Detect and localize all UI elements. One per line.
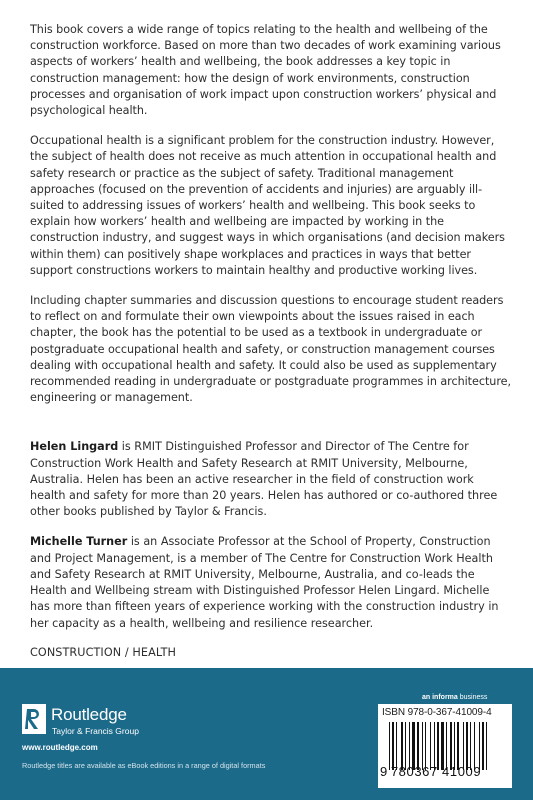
author-bio-text: is RMIT Distinguished Professor and Director of The Centre for Construction Work Health and Safety Research at RMIT University, Melbourne, Australia. Helen has been an active researcher in the field of construction work health and safety for more than 20 years. Helen has authored or co-authored three other books published by Taylor & Francis. (30, 440, 498, 519)
barcode-stripe (463, 722, 464, 770)
publisher-url: www.routledge.com (22, 743, 98, 752)
ebook-note: Routledge titles are available as eBook editions in a range of digital formats (22, 761, 266, 770)
author-bio-helen (30, 439, 512, 520)
barcode-stripe (466, 722, 468, 770)
barcode-stripe (401, 722, 403, 770)
barcode-stripe (486, 722, 487, 770)
isbn-label: ISBN 978-0-367-41009-4 (382, 707, 492, 718)
barcode-bars (389, 722, 507, 770)
barcode-stripe (474, 722, 475, 770)
barcode-digits (380, 764, 508, 779)
barcode-lead-digit: 9 (380, 764, 388, 779)
subject-category: CONSTRUCTION / HEALTH (30, 645, 177, 659)
publisher-group: Taylor & Francis Group (52, 726, 139, 736)
cover-footer (0, 668, 533, 800)
barcode-stripe (454, 722, 455, 770)
blurb-paragraph-2: Occupational health is a significant problem for the construction industry. However, the subject of health does not receive as much attention in occupational health and safety research or practice as the subject of safety. Traditional management approaches (focused on the prevention of accidents and injuries) are arguably ill-suited to addressing issues of workers’ health and wellbeing. This book seeks to explain how workers’ health and wellbeing are impacted by working in the construction industry, and suggest ways in which organisations (and decision makers within them) can positively shape workplaces and practices in ways that better support constructions workers to maintain healthy and productive working lives. (30, 134, 505, 277)
barcode-stripe (434, 722, 435, 770)
barcode-stripe (457, 722, 459, 770)
barcode-main-digits: 780367 41009 (390, 764, 482, 779)
author-name: Michelle Turner (30, 535, 128, 549)
author-bio-text: is an Associate Professor at the School of Property, Construction and Project Management, is a member of The Centre for Construction Work Health and Safety Research at RMIT University, Melbourne, Australia, and co-leads the Health and Wellbeing stream with Distinguished Professor Helen Lingard. Michelle has more than fifteen years of experience working with the construction industry in her capacity as a health, wellbeing and resilience researcher. (30, 535, 499, 630)
barcode-stripe (409, 722, 410, 770)
barcode-stripe (430, 722, 431, 770)
blurb-paragraph-3: Including chapter summaries and discussion questions to encourage student readers to reflect on and formulate their own viewpoints about the issues raised in each chapter, the book has the potential to be used as a textbook in undergraduate or postgraduate occupational health and safety, or construction management courses dealing with occupational health and safety. It could also be used as supplementary recommended reading in undergraduate or postgraduate programmes in architecture, engineering or management. (30, 294, 511, 405)
informa-business (422, 694, 487, 701)
barcode-stripe (479, 722, 480, 770)
publisher-logo (22, 704, 222, 764)
publisher-name: Routledge (51, 705, 127, 724)
barcode-stripe (422, 722, 423, 770)
barcode-stripe (482, 722, 484, 770)
barcode-stripe (437, 722, 439, 770)
barcode-stripe (389, 722, 390, 770)
barcode-stripe (450, 722, 452, 770)
author-bio-michelle (30, 534, 512, 631)
back-cover-text (30, 22, 512, 659)
barcode (378, 704, 512, 788)
barcode-stripe (446, 722, 447, 770)
barcode-stripe (441, 722, 444, 770)
informa-prefix: an informa (422, 694, 458, 701)
author-name: Helen Lingard (30, 440, 119, 454)
barcode-stripe (392, 722, 394, 770)
barcode-stripe (405, 722, 406, 770)
barcode-stripe (470, 722, 471, 770)
blurb-paragraph-1: This book covers a wide range of topics relating to the health and wellbeing of the construction workforce. Based on more than two decades of work examining various aspects of workers’ health and wellbeing, the book addresses a key topic in construction management: how the design of work environments, construction processes and organisation of work impact upon construction workers’ physical and psychological health. (30, 23, 501, 118)
barcode-stripe (417, 722, 419, 770)
barcode-stripe (425, 722, 426, 770)
barcode-stripe (396, 722, 397, 770)
informa-suffix: business (457, 694, 488, 701)
barcode-stripe (412, 722, 415, 770)
routledge-logo-icon (22, 704, 46, 742)
